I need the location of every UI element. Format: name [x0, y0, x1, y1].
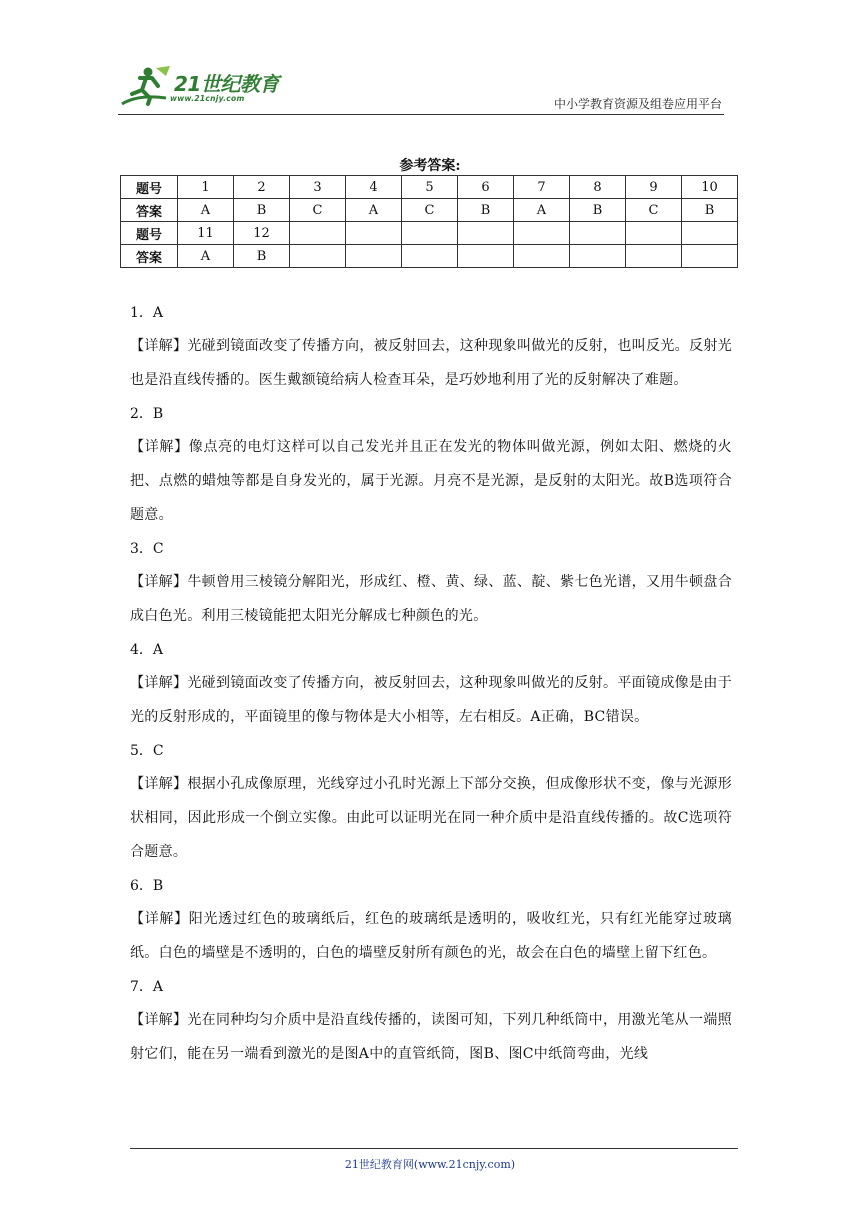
runner-icon [118, 64, 174, 112]
explanation-text: 【详解】光碰到镜面改变了传播方向，被反射回去，这种现象叫做光的反射，也叫反光。反射光也是沿直线传播的。医生戴额镜给病人检查耳朵，是巧妙地利用了光的反射解决了难题。 [130, 338, 732, 388]
table-cell: B [458, 199, 514, 222]
table-cell [402, 245, 458, 268]
page-header [118, 62, 724, 114]
table-cell: 4 [346, 176, 402, 199]
explanation-text: 【详解】根据小孔成像原理，光线穿过小孔时光源上下部分交换，但成像形状不变，像与光源形状相同，因此形成一个倒立实像。由此可以证明光在同一种介质中是沿直线传播的。故C选项符合题意。 [130, 776, 732, 860]
table-row [121, 199, 738, 222]
table-cell [514, 222, 570, 245]
table-cell: C [402, 199, 458, 222]
table-cell: 7 [514, 176, 570, 199]
table-cell: C [626, 199, 682, 222]
question-number: 7．A [130, 979, 164, 995]
row-header: 题号 [121, 176, 178, 199]
row-header: 题号 [121, 222, 178, 245]
footer-divider [130, 1148, 738, 1149]
table-cell [458, 222, 514, 245]
table-cell [290, 245, 346, 268]
question-number: 6．B [130, 878, 164, 894]
table-row [121, 245, 738, 268]
header-divider [118, 114, 724, 115]
answer-key-table [120, 175, 738, 268]
question-number: 1．A [130, 305, 164, 321]
table-cell [458, 245, 514, 268]
table-cell: B [234, 199, 290, 222]
table-cell: 3 [290, 176, 346, 199]
table-cell: B [234, 245, 290, 268]
table-row [121, 222, 738, 245]
explanation-text: 【详解】光在同种均匀介质中是沿直线传播的，读图可知，下列几种纸筒中，用激光笔从一端照射它们，能在另一端看到激光的是图A中的直管纸筒，图B、图C中纸筒弯曲，光线 [130, 1012, 732, 1062]
table-cell: 9 [626, 176, 682, 199]
table-cell: 6 [458, 176, 514, 199]
table-cell: 5 [402, 176, 458, 199]
footer-link[interactable]: 21世纪教育网(www.21cnjy.com) [344, 1158, 516, 1171]
table-cell [346, 222, 402, 245]
table-cell [402, 222, 458, 245]
logo-text: 21世纪教育 [174, 72, 279, 96]
row-header: 答案 [121, 199, 178, 222]
question-number: 4．A [130, 642, 164, 658]
row-header: 答案 [121, 245, 178, 268]
question-number: 3．C [130, 541, 164, 557]
explanation-text: 【详解】阳光透过红色的玻璃纸后，红色的玻璃纸是透明的，吸收红光，只有红光能穿过玻璃纸。白色的墙壁是不透明的，白色的墙壁反射所有颜色的光，故会在白色的墙壁上留下红色。 [130, 911, 732, 961]
explanation-text: 【详解】像点亮的电灯这样可以自己发光并且正在发光的物体叫做光源，例如太阳、燃烧的火把、点燃的蜡烛等都是自身发光的，属于光源。月亮不是光源，是反射的太阳光。故B选项符合题意。 [130, 439, 732, 523]
table-cell: 10 [682, 176, 738, 199]
table-cell: 12 [234, 222, 290, 245]
logo [118, 62, 318, 114]
table-cell: 1 [178, 176, 234, 199]
question-number: 2．B [130, 406, 164, 422]
table-row [121, 176, 738, 199]
table-cell [346, 245, 402, 268]
table-cell: B [570, 199, 626, 222]
table-cell: A [178, 245, 234, 268]
table-cell [682, 245, 738, 268]
explanations [130, 296, 732, 1071]
table-cell [626, 245, 682, 268]
table-cell: C [290, 199, 346, 222]
table-cell [570, 245, 626, 268]
table-cell: A [346, 199, 402, 222]
table-cell: A [514, 199, 570, 222]
table-cell: B [682, 199, 738, 222]
explanation-text: 【详解】光碰到镜面改变了传播方向，被反射回去，这种现象叫做光的反射。平面镜成像是由于光的反射形成的，平面镜里的像与物体是大小相等，左右相反。A正确，BC错误。 [130, 675, 732, 725]
table-cell: 2 [234, 176, 290, 199]
table-cell: A [178, 199, 234, 222]
logo-url: www.21cnjy.com [170, 94, 245, 103]
table-cell: 8 [570, 176, 626, 199]
question-number: 5．C [130, 743, 164, 759]
table-cell: 11 [178, 222, 234, 245]
table-cell [514, 245, 570, 268]
platform-name: 中小学教育资源及组卷应用平台 [553, 97, 722, 111]
table-cell [290, 222, 346, 245]
table-cell [570, 222, 626, 245]
explanation-text: 【详解】牛顿曾用三棱镜分解阳光，形成红、橙、黄、绿、蓝、靛、紫七色光谱，又用牛顿盘合成白色光。利用三棱镜能把太阳光分解成七种颜色的光。 [130, 574, 732, 624]
answer-key-title: 参考答案: [399, 158, 461, 174]
table-cell [626, 222, 682, 245]
table-cell [682, 222, 738, 245]
